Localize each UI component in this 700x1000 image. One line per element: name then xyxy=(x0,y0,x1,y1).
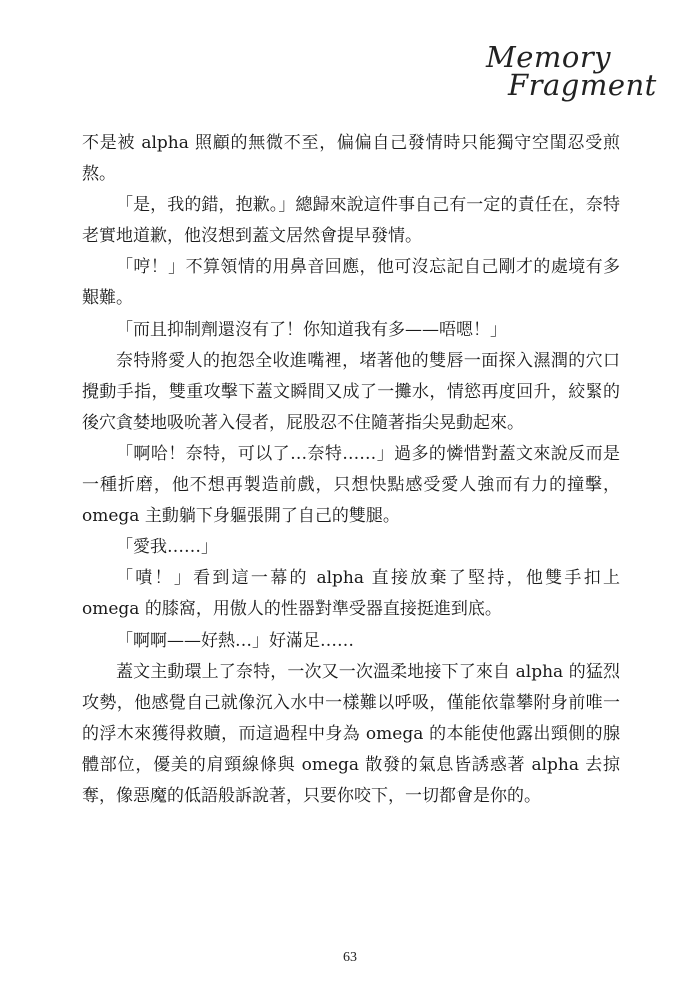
page-number: 63 xyxy=(343,950,357,965)
paragraph-7: 「愛我……」 xyxy=(116,537,218,558)
paragraph-8: 「嘖！」看到這一幕的 alpha 直接放棄了堅持，他雙手扣上 omega 的膝窩，用傲人的性器對準受器直接挺進到底。 xyxy=(82,568,626,620)
paragraph-10: 蓋文主動環上了奈特，一次又一次溫柔地接下了來自 alpha 的猛烈攻勢，他感覺自己就像沉入水中一樣難以呼吸，僅能依靠攀附身前唯一的浮木來獲得救贖，而這過程中身為 omega 的本能使他露出頸側的腺體部位，優美的肩頸線條與 omega 散發的氣息皆誘惑著 alpha 去掠奪，像惡魔的低語般訴說著，只要你咬下，一切都會是你的。 xyxy=(82,661,620,806)
paragraph-2: 「是，我的錯，抱歉。」總歸來說這件事自己有一定的責任在，奈特老實地道歉，他沒想到蓋文居然會提早發情。 xyxy=(82,195,620,247)
logo-line-memory: Memory xyxy=(486,40,612,74)
body-text xyxy=(82,128,626,812)
logo-line-fragment: Fragment xyxy=(508,68,657,102)
paragraph-3: 「哼！」不算領情的用鼻音回應，他可沒忘記自己剛才的處境有多艱難。 xyxy=(82,257,620,309)
paragraph-4: 「而且抑制劑還沒有了！你知道我有多——唔嗯！」 xyxy=(116,319,507,340)
paragraph-6: 「啊哈！奈特，可以了…奈特……」過多的憐惜對蓋文來說反而是一種折磨，他不想再製造前戲，只想快點感受愛人強而有力的撞擊，omega 主動躺下身軀張開了自己的雙腿。 xyxy=(82,443,620,527)
paragraph-9: 「啊啊——好熱…」好滿足…… xyxy=(116,630,354,651)
paragraph-1: 不是被 alpha 照顧的無微不至，偏偏自己發情時只能獨守空閨忍受煎熬。 xyxy=(82,133,620,185)
memory-fragment-logo xyxy=(478,40,657,104)
paragraph-5: 奈特將愛人的抱怨全收進嘴裡，堵著他的雙唇一面探入濕潤的穴口攪動手指，雙重攻擊下蓋文瞬間又成了一攤水，情慾再度回升，絞緊的後穴貪婪地吸吮著入侵者，屁股忍不住隨著指尖晃動起來。 xyxy=(82,350,620,433)
